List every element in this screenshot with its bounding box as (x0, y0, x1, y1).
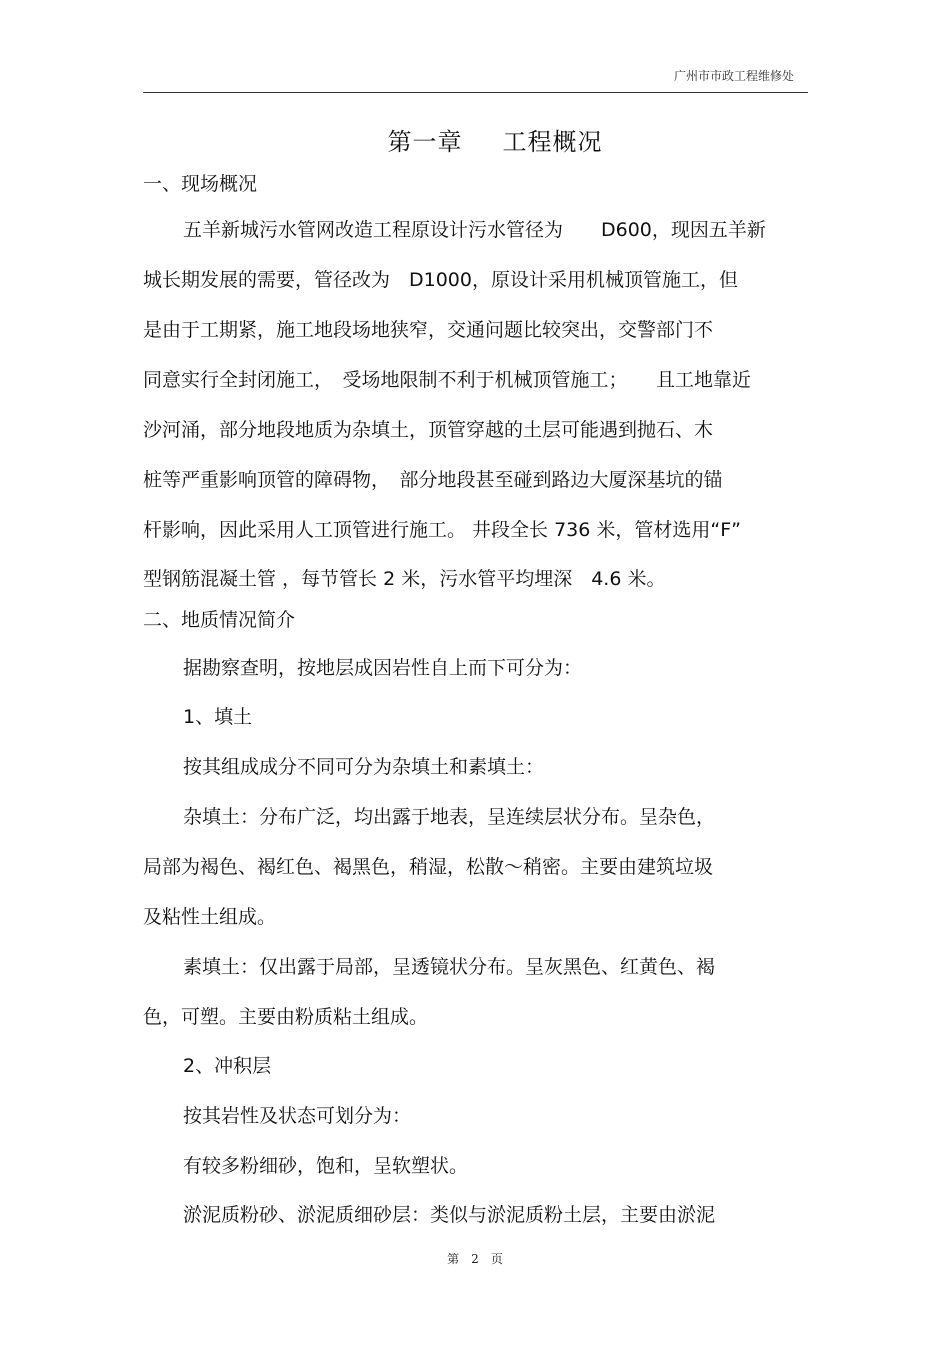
subheading-alluvial: 2、冲积层 (183, 1055, 272, 1077)
section-heading-geology: 二、地质情况简介 (143, 609, 296, 631)
paragraph-line: 有较多粉细砂，饱和，呈软塑状。 (183, 1155, 469, 1177)
paragraph-line: 杂填土：分布广泛，均出露于地表，呈连续层状分布。呈杂色， (183, 806, 716, 828)
paragraph-line: 素填土：仅出露于局部，呈透镜状分布。呈灰黑色、红黄色、褐 (183, 956, 716, 978)
paragraph-line: 局部为褐色、褐红色、褐黑色，稍湿，松散～稍密。主要由建筑垃圾 (143, 856, 714, 878)
section-heading-site: 一、现场概况 (143, 173, 258, 195)
paragraph-line: 淤泥质粉砂、淤泥质细砂层：类似与淤泥质粉土层，主要由淤泥 (183, 1204, 716, 1226)
paragraph-line: 型钢筋混凝土管 ，每节管长 2 米，污水管平均埋深 4.6 米。 (143, 568, 666, 590)
paragraph-line: 按其组成成分不同可分为杂填土和素填土： (183, 756, 545, 778)
footer-suffix: 页 (490, 1252, 503, 1266)
header-org: 广州市市政工程维修处 (673, 69, 794, 83)
subheading-fill: 1、填土 (183, 706, 253, 728)
paragraph-line: 是由于工期紧，施工地段场地狭窄，交通问题比较突出，交警部门不 (143, 319, 714, 341)
chapter-name: 工程概况 (502, 128, 603, 156)
paragraph-line: 据勘察查明，按地层成因岩性自上而下可分为： (183, 657, 583, 679)
chapter-title (0, 122, 950, 157)
paragraph-line: 按其岩性及状态可划分为： (183, 1105, 412, 1127)
page-footer (0, 1250, 950, 1267)
paragraph-line: 五羊新城污水管网改造工程原设计污水管径为 D600，现因五羊新 (183, 219, 766, 241)
paragraph-line: 色，可塑。主要由粉质粘土组成。 (143, 1006, 429, 1028)
paragraph-line: 杆影响，因此采用人工顶管进行施工。 井段全长 736 米，管材选用“F” (143, 519, 742, 541)
page-number: 2 (471, 1252, 479, 1266)
chapter-number: 第一章 (387, 128, 463, 156)
paragraph-line: 桩等严重影响顶管的障碍物， 部分地段甚至碰到路边大厦深基坑的锚 (143, 469, 723, 491)
page-header (143, 66, 808, 93)
paragraph-line: 沙河涌，部分地段地质为杂填土，顶管穿越的土层可能遇到抛石、木 (143, 419, 714, 441)
paragraph-line: 城长期发展的需要，管径改为 D1000，原设计采用机械顶管施工，但 (143, 269, 738, 291)
paragraph-line: 及粘性土组成。 (143, 906, 277, 928)
footer-prefix: 第 (447, 1252, 460, 1266)
paragraph-line: 同意实行全封闭施工， 受场地限制不利于机械顶管施工； 且工地靠近 (143, 369, 752, 391)
